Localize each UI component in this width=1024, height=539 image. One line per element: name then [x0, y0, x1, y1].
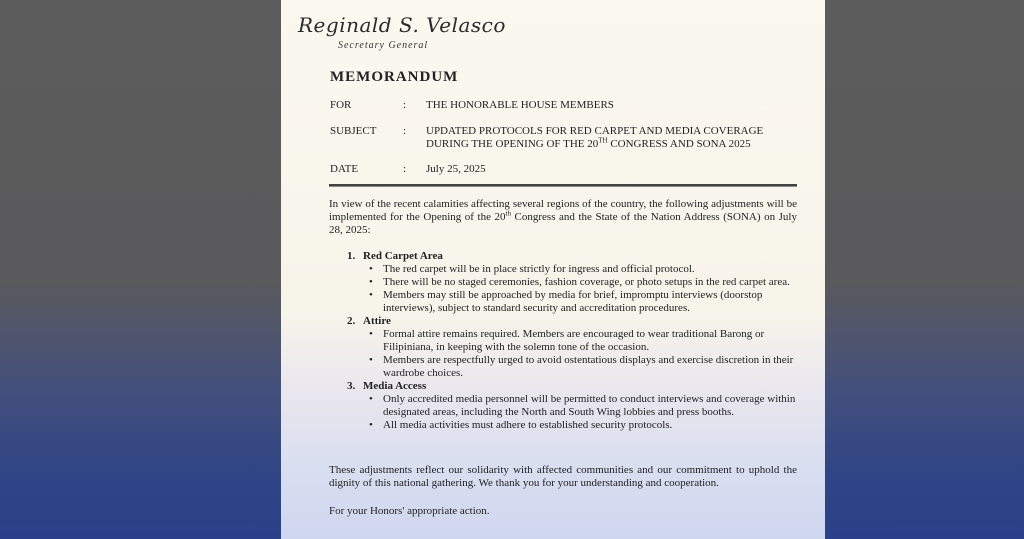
- list-item: • Members are respectfully urged to avoid ostentatious displays and exercise discretion in their wardrobe choices.: [369, 354, 799, 380]
- intro-paragraph: In view of the recent calamities affecting several regions of the country, the following adjustments will be implemented for the Opening of the 20th Congress and the State of the Nation Address (SONA) on July 28, 2025:: [329, 198, 797, 236]
- subject-line-2: DURING THE OPENING OF THE 20TH CONGRESS AND SONA 2025: [426, 136, 751, 150]
- subject-value: [426, 125, 763, 151]
- action-line: For your Honors' appropriate action.: [329, 505, 490, 517]
- signature-name: Reginald S. Velasco: [298, 13, 506, 37]
- subject-colon: :: [403, 125, 407, 137]
- list-item: • There will be no staged ceremonies, fashion coverage, or photo setups in the red carpet area.: [369, 276, 799, 289]
- list-item: • Only accredited media personnel will be permitted to conduct interviews and coverage within designated areas, including the North and South Wing lobbies and press booths.: [369, 393, 799, 419]
- date-label: DATE: [330, 163, 359, 175]
- for-colon: :: [403, 99, 407, 111]
- memo-title: MEMORANDUM: [330, 69, 459, 85]
- for-label: FOR: [330, 99, 352, 111]
- section-title: Media Access: [363, 380, 427, 392]
- subject-line-1: UPDATED PROTOCOLS FOR RED CARPET AND MEDIA COVERAGE: [426, 125, 764, 137]
- section-number: 1.: [347, 250, 356, 262]
- list-item: • All media activities must adhere to established security protocols.: [369, 419, 799, 432]
- memo-page: [281, 0, 825, 539]
- date-colon: :: [403, 163, 407, 175]
- closing-paragraph: These adjustments reflect our solidarity with affected communities and our commitment to uphold the dignity of this national gathering. We thank you for your understanding and cooperation.: [329, 464, 797, 489]
- section-red-carpet: [329, 250, 799, 315]
- header-divider: [329, 184, 797, 187]
- list-item: • Formal attire remains required. Members are encouraged to wear traditional Barong or Filipiniana, in keeping with the solemn tone of the occasion.: [369, 328, 799, 354]
- section-number: 3.: [347, 380, 356, 392]
- subject-label: SUBJECT: [330, 125, 377, 137]
- section-media-access: [329, 380, 799, 432]
- section-attire: [329, 315, 799, 380]
- list-item: • The red carpet will be in place strictly for ingress and official protocol.: [369, 263, 799, 276]
- protocol-sections: [329, 250, 799, 432]
- section-number: 2.: [347, 315, 356, 327]
- signature-title: Secretary General: [338, 40, 429, 51]
- section-title: Red Carpet Area: [363, 250, 443, 262]
- list-item: • Members may still be approached by media for brief, impromptu interviews (doorstop interviews), subject to standard security and accreditation procedures.: [369, 289, 799, 315]
- for-value: THE HONORABLE HOUSE MEMBERS: [426, 99, 614, 111]
- date-value: July 25, 2025: [426, 163, 486, 175]
- section-title: Attire: [363, 315, 391, 327]
